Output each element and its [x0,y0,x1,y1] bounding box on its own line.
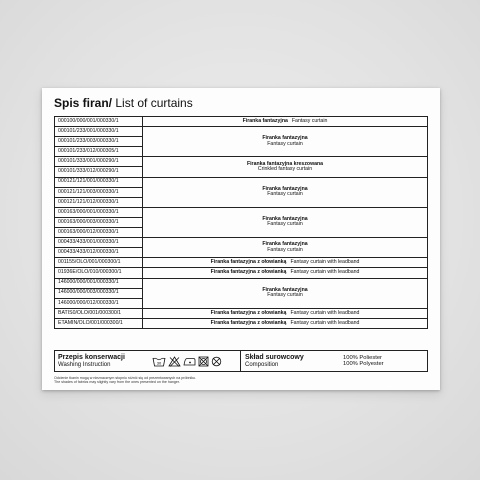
product-code: 146000/000/003/000330/1 [55,288,143,298]
description-en: Fantasy curtain [267,292,303,299]
product-code: BATIS0/OLO/001/000300/1 [55,308,143,318]
curtain-description [143,258,428,268]
composition-pl: 100% Poliester [343,354,382,361]
description-en: Crinkled fantasy curtain [257,165,313,172]
product-code: 000121/121/001/000330/1 [55,177,143,187]
description-pl: Firanka fantazyjna [262,135,308,142]
curtain-description [143,238,428,258]
shade-note-en: The shades of fabrics may slightly vary from the ones presented on the hanger. [54,380,180,385]
description-en: Fantasy curtain with leadband [290,309,360,316]
iron-low-icon [183,356,196,367]
table-row [55,318,428,328]
care-section [55,351,241,371]
description-pl: Firanka fantazyjna z ołowianką [210,309,287,316]
product-code: 000101/233/003/000330/1 [55,137,143,147]
product-code: 000121/121/012/000330/1 [55,197,143,207]
description-pl: Firanka fantazyjna [262,185,308,192]
shade-note-pl: Odcienie tkanin mogą w nieznacznym stopniu różnić się od prezentowanych na prόbniku. [54,376,197,380]
curtain-description [143,268,428,278]
description-pl: Firanka fantazyjna [262,286,308,293]
description-pl: Firanka fantazyjna z ołowianką [210,269,287,276]
description-pl: Firanka fantazyjna z ołowianką [210,259,287,266]
care-icons [152,356,222,367]
composition-subheading: Composition [245,361,279,368]
product-code: 000121/121/003/000330/1 [55,187,143,197]
product-code: 000101/333/012/000290/1 [55,167,143,177]
table-row [55,268,428,278]
product-code: 000433/433/012/000330/1 [55,248,143,258]
table-row [55,238,428,248]
product-code: 000163/000/001/000330/1 [55,207,143,217]
care-subheading: Washing Instruction [58,361,111,368]
product-code: 001155/OLO/001/000300/1 [55,258,143,268]
product-code: 000101/333/001/000290/1 [55,157,143,167]
product-code: 000100/000/001/000330/1 [55,117,143,127]
curtain-description [143,127,428,157]
composition-en: 100% Polyester [343,361,384,367]
curtain-description [143,117,428,127]
table-row [55,177,428,187]
description-en: Fantasy curtain with leadband [290,319,360,326]
curtain-description [143,177,428,207]
no-dry-clean-icon [211,356,222,367]
product-code: 000101/233/012/000305/1 [55,147,143,157]
description-en: Fantasy curtain with leadband [290,269,360,276]
product-code: 000101/233/001/000330/1 [55,127,143,137]
product-code: 000433/433/001/000330/1 [55,238,143,248]
table-row [55,308,428,318]
description-en: Fantasy curtain [267,140,303,147]
wash-30-icon [152,356,166,367]
description-en: Fantasy curtain with leadband [290,259,360,266]
svg-text:30: 30 [156,360,162,366]
description-pl: Firanka fantazyjna kreszowana [246,160,324,167]
description-en: Fantasy curtain [267,191,303,198]
product-code: 146000/000/012/000330/1 [55,298,143,308]
product-code: ETAMIN/OLO/001/000300/1 [55,318,143,328]
description-en: Fantasy curtain [267,246,303,253]
title-regular: List of curtains [115,96,193,110]
footer-box [54,350,428,372]
table-row [55,258,428,268]
description-pl: Firanka fantazyjna z ołowianką [210,319,287,326]
curtain-description [143,278,428,308]
curtain-list-card [42,88,440,390]
card-title [54,95,428,111]
title-bold: Spis firan/ [54,96,113,110]
shade-note [54,376,428,385]
curtain-description [143,207,428,237]
care-heading: Przepis konserwacji [58,353,125,361]
curtain-description [143,157,428,177]
product-code: 000163/000/012/000330/1 [55,228,143,238]
description-en: Fantasy curtain [267,221,303,228]
curtain-table [54,116,428,329]
curtain-description [143,308,428,318]
product-code: 146000/000/001/000330/1 [55,278,143,288]
no-tumble-dry-icon [198,356,209,367]
description-en: Fantasy curtain [291,117,328,124]
description-pl: Firanka fantazyjna [262,216,308,223]
composition-heading: Skład surowcowy [245,353,304,361]
table-row [55,127,428,137]
composition-section [241,351,427,371]
product-code: 000163/000/003/000330/1 [55,217,143,227]
no-bleach-icon [168,356,181,367]
description-pl: Firanka fantazyjna [262,241,308,248]
product-code: 01936E/OLO/010/000300/1 [55,268,143,278]
table-row [55,207,428,217]
table-row [55,117,428,127]
table-row [55,278,428,288]
table-row [55,157,428,167]
curtain-description [143,318,428,328]
description-pl: Firanka fantazyjna [242,117,288,124]
